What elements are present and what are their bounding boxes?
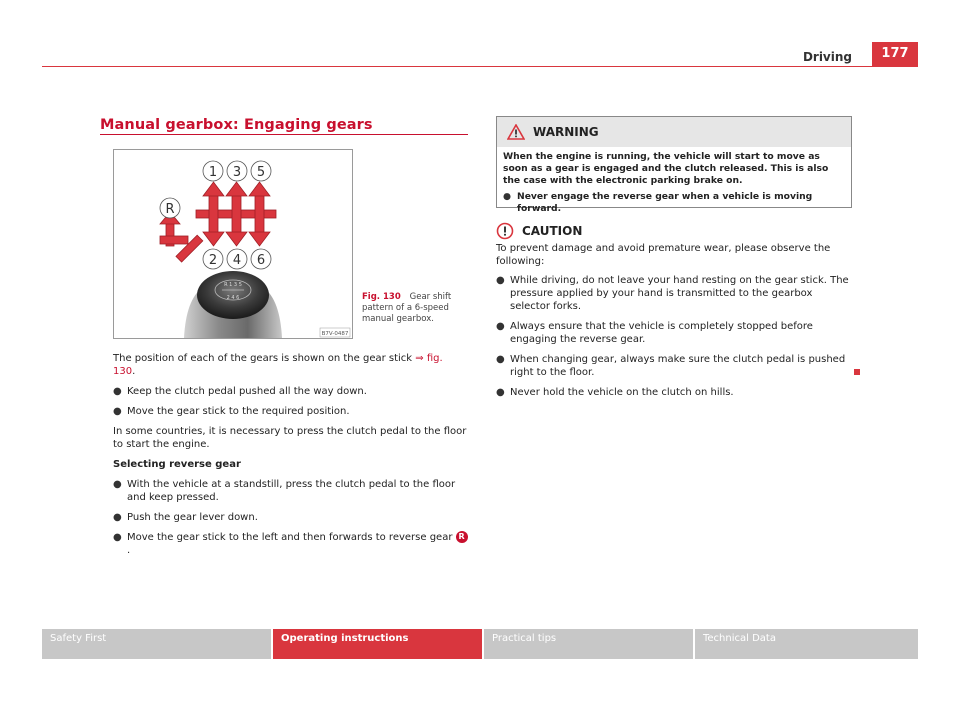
list-item [503,191,845,215]
header-title: Driving [802,50,852,64]
list-item-text [127,531,468,557]
list-item-text: Push the gear lever down. [127,512,258,523]
page-number: 177 [872,42,918,66]
intro-text: The position of each of the gears is shown on the gear stick [113,353,413,364]
left-column [113,352,468,564]
warning-box [496,116,852,214]
list-item [496,320,854,346]
reverse-gear-badge: R [456,531,468,543]
bullet-dot: ● [113,406,122,417]
section-rule [100,134,468,135]
footer-tab-technical-data[interactable]: Technical Data [695,629,918,659]
list-item [496,274,854,313]
list-item [113,385,468,398]
bullet-dot: ● [496,275,505,286]
gear-label-5: 5 [256,165,266,180]
list-item-text: Move the gear stick to the required position. [127,406,350,417]
footer-tab-practical-tips[interactable]: Practical tips [484,629,693,659]
caution-section [496,222,854,406]
bullet-dot: ● [113,386,122,397]
knob-top-text: R 1 3 5 [224,282,242,288]
list-item [496,386,854,399]
list-item [113,405,468,418]
reverse-arrow-base [160,236,188,244]
list-item [496,353,854,379]
section-end-marker [854,369,860,375]
header-rule [42,66,918,67]
bullet-dot: ● [113,479,122,490]
footer-tab-operating-instructions[interactable]: Operating instructions [273,629,482,659]
footer-tab-safety-first[interactable]: Safety First [42,629,271,659]
reverse-step-end: . [127,545,131,556]
figure-caption-text: Gear shift pattern of a 6-speed manual gearbox. [362,292,452,324]
warning-bullet-text: Never engage the reverse gear when a vehicle is moving forward. [517,191,813,214]
warning-text: When the engine is running, the vehicle will start to move as soon as a gear is engaged and the clutch released. This is also the case with the electronic parking brake on. [503,151,829,186]
gear-label-reverse: R [165,202,175,217]
footer-nav [42,629,918,659]
knob-bottom-text: 2 4 6 [226,295,240,301]
image-code: B7V-0487 [321,331,349,337]
figure-caption [362,292,470,325]
warning-header [497,117,851,147]
list-item [113,511,468,524]
bullet-dot: ● [113,512,122,523]
bullet-dot: ● [496,354,505,365]
caution-bullet-text: Never hold the vehicle on the clutch on hills. [510,387,734,398]
list-item [113,531,468,557]
caution-bullet-text: When changing gear, always make sure the clutch pedal is pushed right to the floor. [510,354,846,378]
gear-label-6: 6 [256,253,266,268]
intro-paragraph [113,352,468,378]
gear-label-2: 2 [208,253,218,268]
gear-label-4: 4 [232,253,242,268]
warning-title: WARNING [533,125,599,139]
gear-shift-figure [113,149,353,339]
caution-header [496,222,854,240]
reverse-gear-heading: Selecting reverse gear [113,459,241,470]
section-title: Manual gearbox: Engaging gears [100,117,373,133]
bullet-dot: ● [503,191,512,202]
clutch-note-paragraph: In some countries, it is necessary to press the clutch pedal to the floor to start the engine. [113,426,467,450]
caution-intro: To prevent damage and avoid premature wear, please observe the following: [496,243,831,267]
bullet-dot: ● [113,532,122,543]
bullet-dot: ● [496,321,505,332]
list-item-text: With the vehicle at a standstill, press the clutch pedal to the floor and keep pressed. [127,479,456,503]
figure-reference-link[interactable]: ⇒ fig. 130 [113,353,443,377]
warning-triangle-icon [507,124,525,140]
list-item-text: Keep the clutch pedal pushed all the way down. [127,386,367,397]
caution-bullet-text: While driving, do not leave your hand resting on the gear stick. The pressure applied by your hand is transmitted to the gearbox selector forks. [510,275,849,312]
caution-exclamation-icon [496,222,514,240]
reverse-step-text: Move the gear stick to the left and then forwards to reverse gear [127,532,453,543]
gear-shift-illustration [114,150,352,338]
warning-body [497,147,851,215]
figure-caption-label: Fig. 130 [362,292,401,302]
caution-bullet-text: Always ensure that the vehicle is completely stopped before engaging the reverse gear. [510,321,813,345]
gear-label-1: 1 [208,165,218,180]
intro-end: . [132,366,136,377]
gear-label-3: 3 [232,165,242,180]
caution-title: CAUTION [522,223,583,238]
bullet-dot: ● [496,387,505,398]
list-item [113,478,468,504]
